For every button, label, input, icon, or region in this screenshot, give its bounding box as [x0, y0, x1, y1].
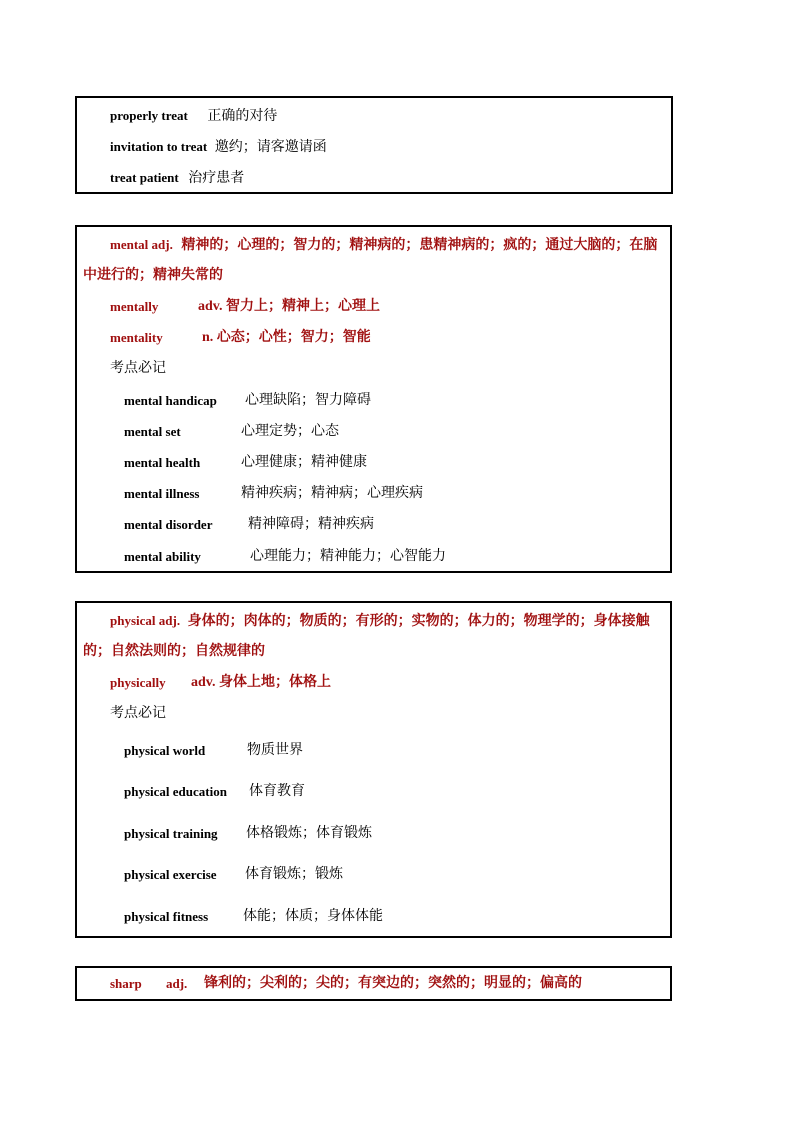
derivative-definition: adv. 智力上；精神上；心理上 [198, 299, 381, 314]
phrase-row [124, 865, 524, 886]
phrase-english: physical exercise [124, 867, 217, 882]
phrase-row [110, 137, 327, 158]
phrase-chinese: 体格锻炼；体育锻炼 [246, 826, 372, 841]
phrase-row [124, 422, 524, 443]
derivative-line [110, 328, 371, 349]
derivative-definition: adv. 身体上地；体格上 [191, 675, 332, 690]
phrase-row [124, 782, 524, 803]
phrase-chinese: 精神障碍；精神疾病 [248, 517, 374, 532]
phrase-english: mental health [124, 455, 201, 470]
part-of-speech: adj. [166, 976, 188, 991]
phrase-chinese: 精神疾病；精神病；心理疾病 [241, 486, 423, 501]
headword-line [110, 235, 657, 256]
headword: mental adj. [110, 237, 173, 252]
headword-line [110, 974, 582, 995]
phrase-row [124, 824, 524, 845]
phrase-chinese: 体能；体质；身体体能 [243, 909, 383, 924]
derivative-definition: n. 心态；心性；智力；智能 [202, 330, 371, 345]
phrase-english: physical world [124, 743, 206, 758]
treat-phrases-box [75, 96, 673, 194]
phrase-chinese: 治疗患者 [188, 171, 245, 186]
phrase-chinese: 体育教育 [249, 784, 305, 799]
headword: sharp [110, 976, 142, 991]
phrase-chinese: 心理缺陷；智力障碍 [245, 393, 371, 408]
derivative-word: physically [110, 675, 166, 690]
phrase-chinese: 心理能力；精神能力；心智能力 [250, 549, 446, 564]
phrase-chinese: 邀约；请客邀请函 [214, 140, 327, 155]
headword: physical adj. [110, 613, 181, 628]
derivative-word: mentality [110, 330, 163, 345]
phrase-english: physical training [124, 826, 218, 841]
phrase-english: physical fitness [124, 909, 209, 924]
phrase-chinese: 心理健康；精神健康 [241, 455, 367, 470]
phrase-english: invitation to treat [110, 139, 208, 154]
headword-definition: 身体的；肉体的；物质的；有形的；实物的；体力的；物理学的；身体接触 [187, 614, 650, 629]
headword-definition: 精神的；心理的；智力的；精神病的；患精神病的；疯的；通过大脑的；在脑 [181, 238, 658, 253]
phrase-row [110, 106, 277, 127]
derivative-line [110, 297, 381, 318]
derivative-word: mentally [110, 299, 159, 314]
headword-definition-continued: 中进行的；精神失常的 [83, 268, 223, 283]
phrase-row [124, 453, 524, 474]
phrase-row [110, 168, 244, 189]
phrase-english: mental set [124, 424, 181, 439]
phrase-chinese: 心理定势；心态 [241, 424, 339, 439]
phrase-english: mental handicap [124, 393, 217, 408]
section-heading: 考点必记 [110, 706, 166, 721]
phrase-english: treat patient [110, 170, 179, 185]
section-heading: 考点必记 [110, 361, 166, 376]
phrase-english: properly treat [110, 108, 188, 123]
phrase-row [124, 907, 524, 928]
phrase-chinese: 正确的对待 [207, 109, 278, 124]
phrase-chinese: 物质世界 [247, 743, 303, 758]
phrase-chinese: 体育锻炼；锻炼 [245, 867, 343, 882]
phrase-english: physical education [124, 784, 227, 799]
phrase-row [124, 391, 524, 412]
phrase-row [124, 741, 524, 762]
sharp-entry-box [75, 966, 672, 1001]
headword-definition-continued: 的；自然法则的；自然规律的 [83, 644, 265, 659]
phrase-row [124, 484, 524, 505]
phrase-english: mental disorder [124, 517, 213, 532]
physical-entry-box [75, 601, 672, 938]
phrase-row [124, 547, 524, 568]
mental-entry-box [75, 225, 672, 573]
phrase-english: mental illness [124, 486, 200, 501]
headword-line [110, 611, 650, 632]
headword-definition: 锋利的；尖利的；尖的；有突边的；突然的；明显的；偏高的 [204, 976, 582, 991]
phrase-row [124, 515, 524, 536]
phrase-english: mental ability [124, 549, 201, 564]
derivative-line [110, 673, 332, 694]
